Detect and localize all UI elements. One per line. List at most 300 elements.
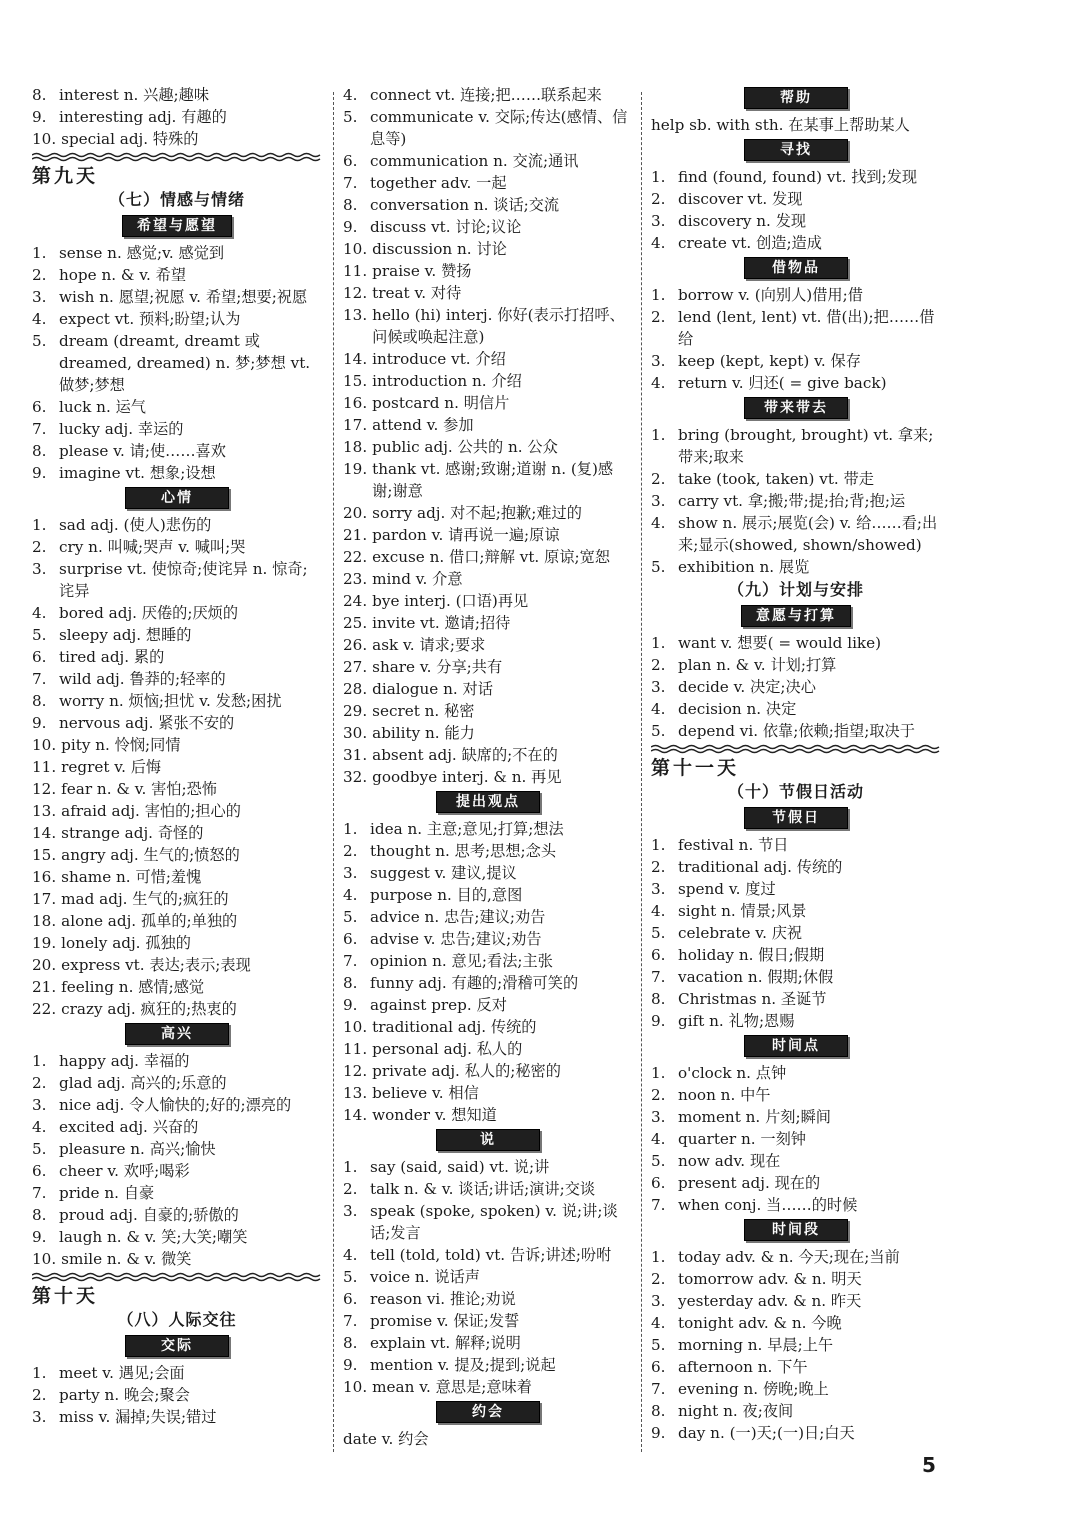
entry-number: 3. [651,492,666,510]
vocab-entry [343,1104,633,1126]
entry-text: reason vi. 推论;劝说 [370,1290,516,1308]
entry-number: 22. [32,1000,57,1018]
vocab-entry [32,800,322,822]
entry-text: dialogue n. 对话 [372,680,493,698]
vocab-entry [32,84,322,106]
entry-number: 6. [32,1162,47,1180]
vocab-entry [651,1106,941,1128]
entry-text: laugh n. & v. 笑;大笑;嘲笑 [59,1228,248,1246]
entry-number: 1. [651,1248,666,1266]
entry-number: 3. [651,1108,666,1126]
entry-text: decide v. 决定;决心 [678,678,816,696]
vocab-phrase: date v. 约会 [343,1430,429,1448]
vocab-entry [32,910,322,932]
entry-text: present adj. 现在的 [678,1174,821,1192]
category-label: 心情 [125,487,229,509]
vocab-entry [32,712,322,734]
category-label-wrap [343,791,633,813]
vocab-entry [32,1138,322,1160]
entry-text: show n. 展示;展览(会) v. 给……看;出来;显示(showed, shown/showed) [678,514,938,554]
entry-number: 26. [343,636,368,654]
vocab-entry [32,1160,322,1182]
entry-number: 9. [32,108,47,126]
entry-number: 11. [343,1040,368,1058]
vocab-entry [32,128,322,150]
vocab-entry [32,624,322,646]
entry-text: now adv. 现在 [678,1152,781,1170]
entry-text: please v. 请;使……喜欢 [59,442,226,460]
entry-text: secret n. 秘密 [372,702,475,720]
category-label: 高兴 [125,1023,229,1045]
vocab-entry [343,590,633,612]
entry-text: holiday n. 假日;假期 [678,946,825,964]
entry-text: promise v. 保证;发誓 [370,1312,520,1330]
entry-text: moment n. 片刻;瞬间 [678,1108,831,1126]
entry-text: against prep. 反对 [370,996,507,1014]
entry-number: 17. [343,416,368,434]
entry-text: afternoon n. 下午 [678,1358,808,1376]
entry-number: 12. [343,284,368,302]
entry-number: 3. [343,1202,358,1220]
entry-number: 4. [32,604,47,622]
entry-text: mad adj. 生气的;疯狂的 [61,890,229,908]
vocab-entry [651,900,941,922]
entry-text: morning n. 早晨;上午 [678,1336,834,1354]
category-label: 借物品 [744,257,848,279]
entry-text: express vt. 表达;表示;表现 [61,956,251,974]
entry-text: thought n. 思考;思想;念头 [370,842,557,860]
vocab-entry [343,1156,633,1178]
entry-number: 3. [651,678,666,696]
vocab-entry [651,1400,941,1422]
entry-number: 19. [343,460,368,478]
entry-text: invite vt. 邀请;招待 [372,614,511,632]
category-label-wrap [32,487,322,509]
entry-text: tell (told, told) vt. 告诉;讲述;吩咐 [370,1246,612,1264]
entry-text: worry n. 烦恼;担忧 v. 发愁;困扰 [59,692,282,710]
vocab-entry [32,462,322,484]
vocab-entry [343,1332,633,1354]
vocab-entry [343,568,633,590]
entry-text: imagine vt. 想象;设想 [59,464,216,482]
vocab-entry [651,372,941,394]
vocab-entry [343,172,633,194]
vocab-entry [651,966,941,988]
entry-number: 6. [651,1358,666,1376]
vocab-entry [343,862,633,884]
entry-number: 9. [32,714,47,732]
vocab-entry [343,928,633,950]
entry-number: 2. [651,190,666,208]
entry-text: exhibition n. 展览 [678,558,810,576]
vocab-entry [651,944,941,966]
vocab-entry [32,668,322,690]
category-label-wrap [32,215,322,237]
entry-number: 1. [651,1064,666,1082]
entry-number: 5. [651,1152,666,1170]
vocab-entry [32,330,322,396]
vocab-entry [32,690,322,712]
category-label-wrap [343,1401,633,1423]
entry-text: discuss vt. 讨论;议论 [370,218,522,236]
vocab-entry [343,1200,633,1244]
entry-number: 1. [343,1158,358,1176]
category-label-wrap [343,1129,633,1151]
vocab-entry [343,1288,633,1310]
vocab-entry [343,722,633,744]
entry-number: 5. [32,332,47,350]
entry-number: 14. [32,824,57,842]
entry-text: traditional adj. 传统的 [372,1018,537,1036]
vocab-entry [32,1406,322,1428]
entry-text: keep (kept, kept) v. 保存 [678,352,861,370]
entry-text: hello (hi) interj. 你好(表示打招呼、问候或唤起注意) [372,306,625,346]
vocabulary-column-1 [32,84,322,1428]
entry-text: say (said, said) vt. 说;讲 [370,1158,550,1176]
vocab-entry [343,1354,633,1376]
entry-number: 6. [343,1290,358,1308]
entry-number: 8. [32,442,47,460]
vocab-entry [651,284,941,306]
entry-text: strange adj. 奇怪的 [61,824,204,842]
vocab-entry [343,370,633,392]
vocab-entry [651,210,941,232]
entry-text: vacation n. 假期;休假 [678,968,834,986]
entry-number: 1. [32,1052,47,1070]
entry-text: wish n. 愿望;祝愿 v. 希望;想要;祝愿 [59,288,308,306]
entry-text: pardon v. 请再说一遍;原谅 [372,526,560,544]
entry-number: 4. [651,700,666,718]
entry-number: 14. [343,350,368,368]
entry-number: 18. [343,438,368,456]
entry-number: 5. [651,558,666,576]
entry-number: 10. [32,130,57,148]
vocab-entry [32,888,322,910]
vocab-entry [32,932,322,954]
vocab-entry [32,396,322,418]
vocab-entry [32,1226,322,1248]
entry-number: 1. [32,1364,47,1382]
vocabulary-column-3 [651,84,941,1444]
day-heading: 第九天 [32,165,99,187]
entry-text: excited adj. 兴奋的 [59,1118,199,1136]
category-label-wrap [651,87,941,109]
entry-text: ask v. 请求;要求 [372,636,486,654]
entry-number: 10. [343,240,368,258]
entry-number: 2. [32,1074,47,1092]
entry-number: 10. [343,1018,368,1036]
entry-number: 13. [343,306,368,324]
entry-number: 4. [343,886,358,904]
vocab-entry [32,440,322,462]
vocab-entry [343,282,633,304]
entry-text: explain vt. 解释;说明 [370,1334,521,1352]
entry-text: absent adj. 缺席的;不在的 [372,746,558,764]
entry-text: create vt. 创造;造成 [678,234,822,252]
vocab-entry [651,306,941,350]
entry-number: 5. [651,924,666,942]
vocab-entry [343,436,633,458]
vocab-entry [651,1246,941,1268]
vocab-entry [32,264,322,286]
entry-text: luck n. 运气 [59,398,146,416]
entry-number: 17. [32,890,57,908]
entry-number: 6. [343,930,358,948]
entry-text: pride n. 自豪 [59,1184,155,1202]
entry-text: tonight adv. & n. 今晚 [678,1314,842,1332]
entry-text: when conj. 当……的时候 [678,1196,858,1214]
vocab-entry [32,514,322,536]
entry-text: postcard n. 明信片 [372,394,510,412]
vocab-entry [651,468,941,490]
entry-number: 4. [651,374,666,392]
topic-heading: （十）节假日活动 [727,782,864,801]
entry-number: 5. [651,1336,666,1354]
entry-number: 1. [32,244,47,262]
wavy-divider [651,744,941,754]
entry-number: 7. [343,174,358,192]
vocab-entry [651,512,941,556]
entry-number: 4. [651,234,666,252]
entry-text: purpose n. 目的,意图 [370,886,523,904]
vocab-entry [343,656,633,678]
vocab-entry [32,602,322,624]
entry-number: 3. [651,352,666,370]
entry-number: 2. [651,858,666,876]
vocab-entry [32,1050,322,1072]
category-label-wrap [32,1023,322,1045]
vocab-entry [32,1204,322,1226]
vocab-entry [651,632,941,654]
vocab-entry [343,348,633,370]
entry-number: 2. [651,308,666,326]
entry-number: 11. [343,262,368,280]
entry-number: 9. [32,1228,47,1246]
entry-number: 20. [343,504,368,522]
vocab-entry [343,1376,633,1398]
entry-text: evening n. 傍晚;晚上 [678,1380,829,1398]
entry-number: 31. [343,746,368,764]
entry-text: connect vt. 连接;把……联系起来 [370,86,602,104]
entry-text: lonely adj. 孤独的 [61,934,191,952]
vocab-entry [32,998,322,1020]
vocab-entry [651,232,941,254]
entry-text: find (found, found) vt. 找到;发现 [678,168,918,186]
entry-text: miss v. 漏掉;失误;错过 [59,1408,217,1426]
vocab-entry [343,840,633,862]
entry-number: 18. [32,912,57,930]
entry-text: festival n. 节日 [678,836,789,854]
vocab-entry [343,1038,633,1060]
entry-text: return v. 归还( = give back) [678,374,887,392]
entry-text: speak (spoke, spoken) v. 说;讲;谈话;发言 [370,1202,618,1242]
entry-number: 7. [651,1196,666,1214]
entry-text: communicate v. 交际;传达(感情、信息等) [370,108,628,148]
entry-text: introduce vt. 介绍 [372,350,506,368]
vocab-entry [32,954,322,976]
entry-number: 8. [32,1206,47,1224]
entry-text: sight n. 情景;风景 [678,902,807,920]
entry-text: borrow v. (向别人)借用;借 [678,286,863,304]
vocab-entry [651,834,941,856]
vocab-entry [651,166,941,188]
category-label-wrap [32,1335,322,1357]
entry-text: decision n. 决定 [678,700,797,718]
entry-number: 2. [651,470,666,488]
vocab-entry [343,260,633,282]
entry-number: 28. [343,680,368,698]
vocab-entry [343,502,633,524]
entry-text: bored adj. 厌倦的;厌烦的 [59,604,239,622]
vocab-phrase: help sb. with sth. 在某事上帮助某人 [651,116,910,134]
entry-number: 7. [32,420,47,438]
entry-text: treat v. 对待 [372,284,462,302]
vocab-entry [32,418,322,440]
entry-number: 6. [651,1174,666,1192]
entry-text: alone adj. 孤单的;单独的 [61,912,238,930]
entry-text: afraid adj. 害怕的;担心的 [61,802,241,820]
vocab-entry [32,756,322,778]
entry-number: 15. [32,846,57,864]
vocab-entry [343,1244,633,1266]
topic-heading: （八）人际交往 [117,1310,237,1329]
entry-text: angry adj. 生气的;愤怒的 [61,846,240,864]
vocab-entry [343,766,633,788]
entry-text: lucky adj. 幸运的 [59,420,184,438]
category-label: 提出观点 [436,791,540,813]
entry-number: 30. [343,724,368,742]
vocab-entry [651,1268,941,1290]
vocab-entry [32,1182,322,1204]
category-label-wrap [651,257,941,279]
entry-text: o'clock n. 点钟 [678,1064,787,1082]
wavy-divider [32,152,322,162]
entry-number: 8. [343,974,358,992]
entry-text: pity n. 怜悯;同情 [61,736,181,754]
vocab-entry [343,84,633,106]
entry-text: yesterday adv. & n. 昨天 [678,1292,862,1310]
vocab-entry [343,1060,633,1082]
entry-text: dream (dreamt, dreamt 或 dreamed, dreamed) n. 梦;梦想 vt. 做梦;梦想 [59,332,311,394]
vocab-entry [651,1150,941,1172]
category-label: 意愿与打算 [741,605,851,627]
vocab-entry [343,818,633,840]
entry-text: quarter n. 一刻钟 [678,1130,806,1148]
entry-text: spend v. 度过 [678,880,776,898]
category-label: 希望与愿望 [122,215,232,237]
entry-number: 25. [343,614,368,632]
entry-number: 3. [651,1292,666,1310]
category-label: 交际 [125,1335,229,1357]
vocab-entry [343,1016,633,1038]
entry-number: 2. [651,1270,666,1288]
entry-number: 1. [651,426,666,444]
entry-number: 6. [32,648,47,666]
entry-number: 5. [32,1140,47,1158]
vocab-entry [32,734,322,756]
vocab-entry [343,546,633,568]
entry-text: smile n. & v. 微笑 [61,1250,192,1268]
vocab-entry [651,698,941,720]
entry-number: 15. [343,372,368,390]
entry-number: 20. [32,956,57,974]
entry-number: 10. [32,736,57,754]
entry-number: 9. [343,218,358,236]
entry-text: mean v. 意思是;意味着 [372,1378,532,1396]
vocab-entry [651,1312,941,1334]
entry-text: thank vt. 感谢;致谢;道谢 n. (复)感谢;谢意 [372,460,614,500]
entry-number: 10. [32,1250,57,1268]
entry-text: plan n. & v. 计划;打算 [678,656,837,674]
vocab-entry [343,950,633,972]
category-label: 带来带去 [744,397,848,419]
entry-number: 7. [343,952,358,970]
entry-text: interest n. 兴趣;趣味 [59,86,210,104]
entry-text: share v. 分享;共有 [372,658,503,676]
entry-number: 5. [32,626,47,644]
vocab-entry [651,878,941,900]
vocab-entry [651,1356,941,1378]
entry-number: 12. [343,1062,368,1080]
entry-text: meet v. 遇见;会面 [59,1364,185,1382]
category-label-wrap [651,139,941,161]
vocab-entry [651,490,941,512]
entry-number: 9. [32,464,47,482]
entry-text: hope n. & v. 希望 [59,266,187,284]
entry-text: want v. 想要( = would like) [678,634,882,652]
vocab-entry [343,884,633,906]
category-label-wrap [651,1035,941,1057]
wavy-divider [32,1272,322,1282]
vocab-entry [651,188,941,210]
entry-number: 29. [343,702,368,720]
entry-number: 3. [651,880,666,898]
entry-number: 3. [343,864,358,882]
entry-text: nervous adj. 紧张不安的 [59,714,235,732]
entry-text: shame n. 可惜;羞愧 [61,868,202,886]
vocab-entry [32,1362,322,1384]
vocab-entry [651,856,941,878]
vocab-entry [343,1266,633,1288]
entry-text: night n. 夜;夜间 [678,1402,794,1420]
entry-text: communication n. 交流;通讯 [370,152,579,170]
entry-text: together adv. 一起 [370,174,507,192]
entry-number: 14. [343,1106,368,1124]
vocab-entry [343,458,633,502]
entry-number: 5. [343,908,358,926]
vocab-entry [651,1378,941,1400]
category-label: 说 [436,1129,540,1151]
entry-number: 27. [343,658,368,676]
entry-text: proud adj. 自豪的;骄傲的 [59,1206,239,1224]
vocab-entry [651,1062,941,1084]
entry-text: attend v. 参加 [372,416,474,434]
entry-number: 4. [651,1130,666,1148]
vocab-entry [343,524,633,546]
vocab-entry [651,1194,941,1216]
entry-text: bring (brought, brought) vt. 拿来;带来;取来 [678,426,934,466]
entry-number: 9. [651,1424,666,1442]
vocab-entry [651,350,941,372]
column-divider-2 [641,92,642,1452]
entry-number: 4. [32,1118,47,1136]
vocab-entry [651,1010,941,1032]
entry-number: 32. [343,768,368,786]
vocab-entry [343,1082,633,1104]
entry-text: opinion n. 意见;看法;主张 [370,952,553,970]
vocab-entry [343,150,633,172]
topic-heading: （七）情感与情绪 [108,190,245,209]
